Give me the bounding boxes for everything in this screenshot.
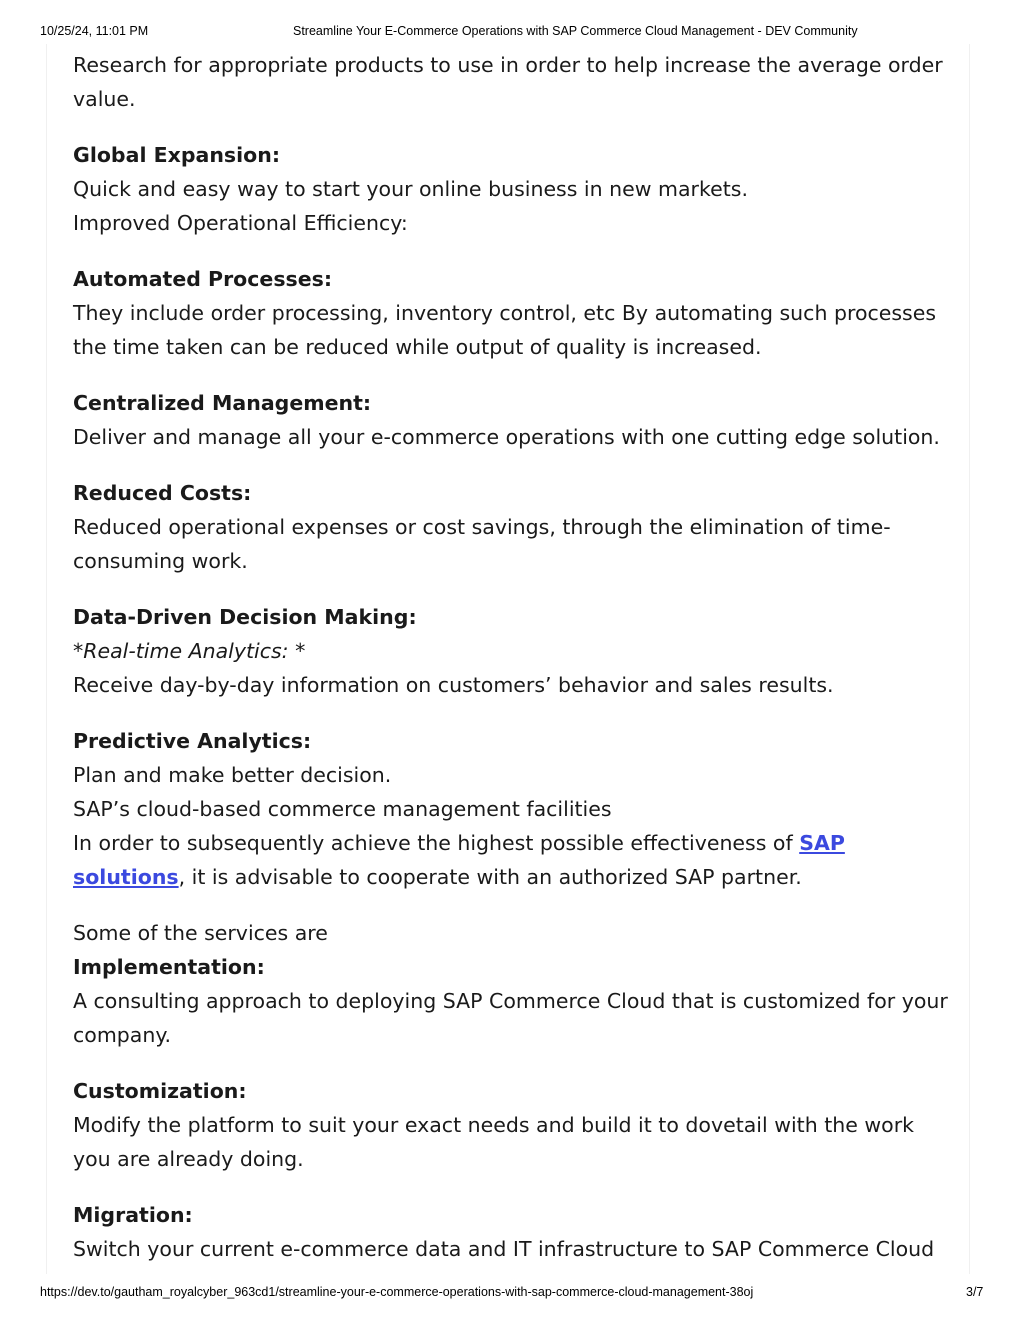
section-migration — [73, 1198, 953, 1266]
section-text: Reduced operational expenses or cost savings, through the elimination of time-consuming work. — [73, 515, 891, 573]
section-text: In order to subsequently achieve the highest possible effectiveness of — [73, 831, 800, 855]
section-text: Improved Operational Efficiency: — [73, 211, 408, 235]
section-text: Quick and easy way to start your online business in new markets. — [73, 177, 748, 201]
asterisk-close: * — [295, 639, 306, 663]
section-text: Receive day-by-day information on customers’ behavior and sales results. — [73, 673, 834, 697]
section-heading: Predictive Analytics: — [73, 729, 312, 753]
section-customization — [73, 1074, 953, 1176]
section-centralized-management — [73, 386, 953, 454]
section-heading: Data-Driven Decision Making: — [73, 605, 417, 629]
article-body — [73, 48, 953, 1288]
section-heading: Migration: — [73, 1203, 193, 1227]
section-data-driven — [73, 600, 953, 702]
section-reduced-costs — [73, 476, 953, 578]
section-heading: Implementation: — [73, 955, 265, 979]
section-text: They include order processing, inventory control, etc By automating such processes the time taken can be reduced while output of quality is increased. — [73, 301, 937, 359]
sap-solutions-link[interactable]: SAP solutions — [73, 831, 845, 889]
print-datetime: 10/25/24, 11:01 PM — [40, 24, 149, 38]
print-url: https://dev.to/gautham_royalcyber_963cd1/streamline-your-e-commerce-operations-with-sap-commerce-cloud-management-38oj — [40, 1285, 754, 1299]
section-text: A consulting approach to deploying SAP Commerce Cloud that is customized for your company. — [73, 989, 948, 1047]
section-text: Some of the services are — [73, 921, 328, 945]
section-heading: Global Expansion: — [73, 143, 281, 167]
section-automated-processes — [73, 262, 953, 364]
intro-paragraph: Research for appropriate products to use in order to help increase the average order value. — [73, 53, 943, 111]
section-text: , it is advisable to cooperate with an authorized SAP partner. — [178, 865, 802, 889]
section-predictive-analytics — [73, 724, 953, 894]
section-heading: Reduced Costs: — [73, 481, 252, 505]
section-text: SAP’s cloud-based commerce management facilities — [73, 797, 612, 821]
section-services — [73, 916, 953, 1052]
section-text: Plan and make better decision. — [73, 763, 392, 787]
emphasis-text: Real-time Analytics: — [83, 639, 296, 663]
section-text: Switch your current e-commerce data and IT infrastructure to SAP Commerce Cloud — [73, 1237, 935, 1261]
print-footer — [0, 1285, 1024, 1303]
section-text: Deliver and manage all your e-commerce operations with one cutting edge solution. — [73, 425, 940, 449]
section-global-expansion — [73, 138, 953, 240]
print-header — [0, 24, 1024, 42]
section-heading: Centralized Management: — [73, 391, 372, 415]
section-heading: Customization: — [73, 1079, 247, 1103]
section-text: Modify the platform to suit your exact needs and build it to dovetail with the work you are already doing. — [73, 1113, 914, 1171]
print-page-title: Streamline Your E-Commerce Operations with SAP Commerce Cloud Management - DEV Community — [293, 24, 858, 38]
section-heading: Automated Processes: — [73, 267, 333, 291]
emphasis-line — [73, 634, 953, 668]
page-number: 3/7 — [966, 1285, 984, 1299]
asterisk-open: * — [73, 639, 84, 663]
